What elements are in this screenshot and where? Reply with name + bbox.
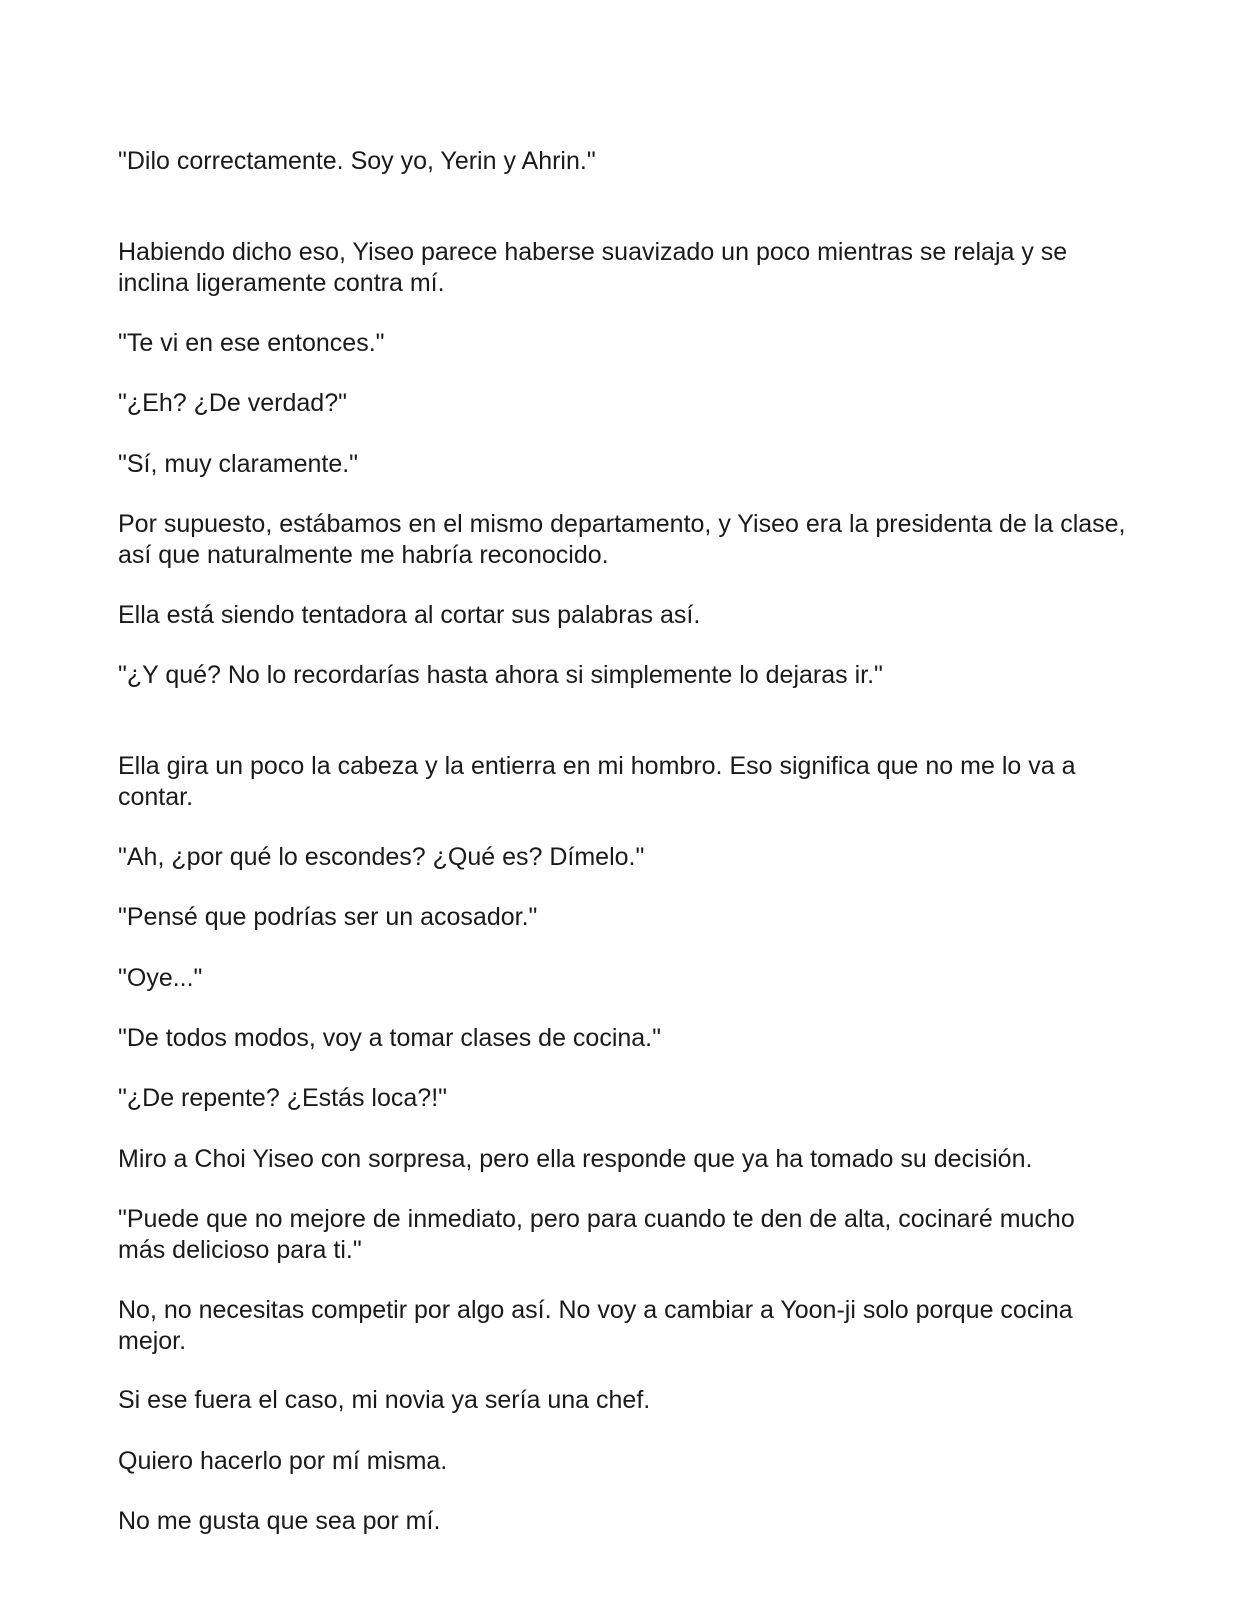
paragraph: "Puede que no mejore de inmediato, pero para cuando te den de alta, cocinaré mucho más delicioso para ti." <box>118 1205 1075 1264</box>
paragraph: "De todos modos, voy a tomar clases de cocina." <box>118 1024 662 1052</box>
paragraph: Ella está siendo tentadora al cortar sus palabras así. <box>118 601 701 629</box>
paragraph: "Oye..." <box>118 964 203 992</box>
paragraph: Si ese fuera el caso, mi novia ya sería una chef. <box>118 1386 651 1414</box>
paragraph: No me gusta que sea por mí. <box>118 1507 441 1535</box>
paragraph: "¿Eh? ¿De verdad?" <box>118 389 347 417</box>
paragraph: Habiendo dicho eso, Yiseo parece haberse suavizado un poco mientras se relaja y se inclina ligeramente contra mí. <box>118 238 1068 297</box>
paragraph: Por supuesto, estábamos en el mismo departamento, y Yiseo era la presidenta de la clase, así que naturalmente me habría reconocido. <box>118 510 1126 569</box>
paragraph: No, no necesitas competir por algo así. No voy a cambiar a Yoon-ji solo porque cocina mejor. <box>118 1296 1073 1355</box>
paragraph: "¿De repente? ¿Estás loca?!" <box>118 1084 448 1112</box>
paragraph: "Ah, ¿por qué lo escondes? ¿Qué es? Dímelo." <box>118 843 645 871</box>
paragraph: "Sí, muy claramente." <box>118 450 359 478</box>
paragraph: "Te vi en ese entonces." <box>118 329 385 357</box>
paragraph: "Dilo correctamente. Soy yo, Yerin y Ahrin." <box>118 147 596 175</box>
paragraph: "Pensé que podrías ser un acosador." <box>118 903 538 931</box>
paragraph: Miro a Choi Yiseo con sorpresa, pero ella responde que ya ha tomado su decisión. <box>118 1145 1033 1173</box>
paragraph: Ella gira un poco la cabeza y la entierra en mi hombro. Eso significa que no me lo va a contar. <box>118 752 1076 811</box>
paragraph: Quiero hacerlo por mí misma. <box>118 1447 448 1475</box>
paragraph: "¿Y qué? No lo recordarías hasta ahora si simplemente lo dejaras ir." <box>118 661 883 689</box>
